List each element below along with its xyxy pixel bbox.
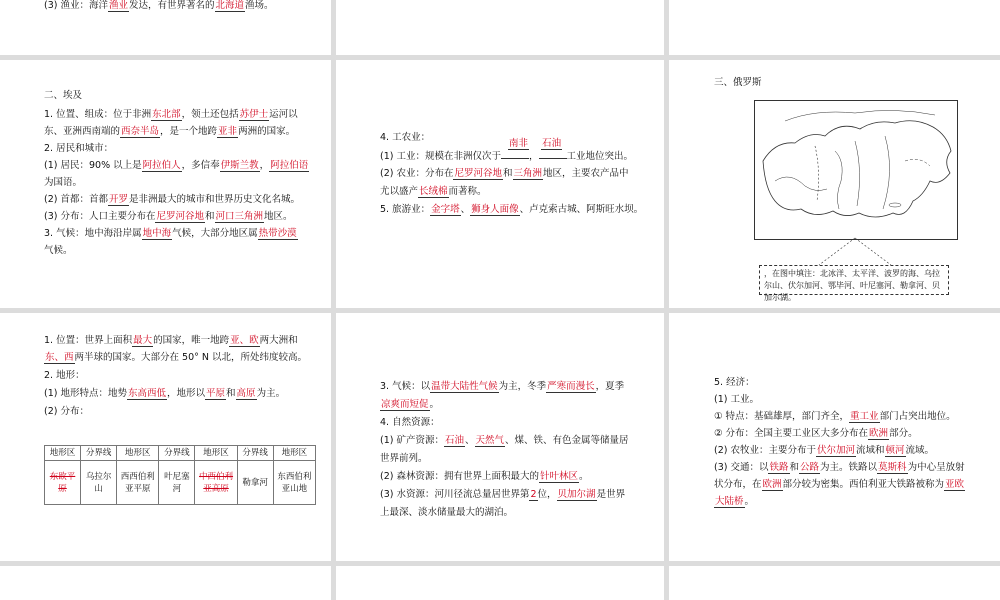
answer: 渔业	[108, 0, 128, 11]
answer: 伊斯兰教	[220, 160, 259, 171]
text: 和	[205, 211, 215, 222]
text-line: 气候。	[44, 245, 73, 256]
text: 为主。	[256, 388, 286, 399]
text-line	[714, 477, 965, 492]
answer: 莫斯科	[878, 462, 907, 473]
table-header: 地形区	[273, 446, 315, 461]
answer: 东高西低	[127, 388, 166, 399]
text: 流域。	[905, 445, 935, 456]
text: (1) 地形特点：地势	[44, 388, 127, 399]
text-line: 5. 旅游业：金字塔、狮身人面像、卢克索古城、阿斯旺水坝。	[380, 204, 644, 215]
slide-bottom-left	[0, 566, 331, 600]
answer: 阿拉伯语	[270, 160, 309, 171]
text-line	[714, 443, 934, 458]
text: ，是一个地跨	[160, 126, 218, 137]
text-line: 5. 经济：	[714, 377, 755, 388]
slide-egypt-1	[0, 60, 331, 308]
slide-bottom-middle	[336, 566, 664, 600]
text-line: (1) 工业：规模在非洲仅次于 ， 工业地位突出。	[380, 148, 633, 164]
text: 地区。	[264, 211, 293, 222]
answer: 大陆桥	[715, 496, 744, 507]
text: 1. 位置：世界上面积	[44, 335, 133, 346]
table-cell: 东西伯利亚山地	[273, 461, 315, 505]
answer: 狮身人面像	[471, 204, 519, 215]
text: (1) 居民：90% 以上是	[44, 160, 142, 171]
text: 位，	[537, 489, 557, 500]
text-line	[44, 333, 298, 348]
answer: 三角洲	[513, 168, 543, 179]
text: (3) 水资源：河川径流总量居世界第	[380, 489, 530, 500]
text: ，领土还包括	[181, 109, 239, 120]
answer: 高原	[236, 388, 256, 399]
answer: 河口三角洲	[215, 211, 264, 222]
table-cell: 乌拉尔山	[81, 461, 117, 505]
answer: 重工业	[850, 411, 879, 422]
answer: 苏伊士	[239, 109, 269, 120]
answer: 最大	[133, 335, 153, 346]
map-instruction: ，在图中填注：北冰洋、太平洋、波罗的海、乌拉尔山、伏尔加河、鄂毕河、叶尼塞河、勒拿河、贝加尔湖。	[759, 265, 949, 295]
table-cell: 东欧平原	[45, 461, 81, 505]
text: 。	[579, 471, 589, 482]
text-line: 2. 地形：	[44, 370, 85, 381]
text: 气候，大部分地区属	[172, 228, 258, 239]
table-header: 分界线	[237, 446, 273, 461]
text-line	[380, 487, 625, 502]
text: (3) 分布：人口主要分布在	[44, 211, 156, 222]
text: (1) 矿产资源：	[380, 435, 444, 446]
answer: 公路	[800, 462, 820, 473]
answer: 东、西	[45, 352, 74, 363]
table-cell: 勒拿河	[237, 461, 273, 505]
text: ，多信奉	[181, 160, 220, 171]
text: 部分。	[889, 428, 918, 439]
text: (1) 工业：规模在非洲仅次于	[380, 151, 501, 162]
answer: 顿河	[885, 445, 905, 456]
slide-russia-3	[669, 313, 1000, 561]
text-line: 世界前列。	[380, 453, 428, 464]
table-header: 分界线	[159, 446, 195, 461]
text-line	[380, 166, 629, 181]
answer: 金字塔	[431, 204, 460, 215]
text-line: 为国语。	[44, 177, 83, 188]
text-line	[714, 494, 754, 509]
text: 渔场。	[245, 0, 274, 11]
text: 部门占突出地位。	[879, 411, 956, 422]
table-cell: 叶尼塞河	[159, 461, 195, 505]
text: 5. 旅游业：	[380, 204, 431, 215]
text: 发达，有世界著名的	[129, 0, 215, 11]
text: 地区，主要农产品中	[543, 168, 629, 179]
text-line	[44, 107, 298, 122]
text: 两半球的国家。大部分在 50° N 以北，所处纬度较高。	[74, 352, 308, 363]
text: ① 特点：基础雄厚，部门齐全，	[714, 411, 850, 422]
text: 、卢克索古城、阿斯旺水坝。	[519, 204, 644, 215]
answer: 针叶林区	[539, 471, 578, 482]
answer: 贝加尔湖	[557, 489, 596, 500]
answer: 南非	[509, 138, 529, 149]
text: (2) 森林资源：拥有世界上面积最大的	[380, 471, 539, 482]
answer: 阿拉伯人	[142, 160, 181, 171]
text: 为中心呈放射	[907, 462, 965, 473]
text-line	[380, 379, 624, 394]
slide-egypt-2	[336, 60, 664, 308]
answer: 欧洲	[869, 428, 889, 439]
answer: 亚、欧	[230, 335, 259, 346]
answer: 开罗	[108, 194, 128, 205]
text-line: 4. 自然资源：	[380, 417, 440, 428]
text: (2) 农牧业：主要分布于	[714, 445, 816, 456]
answer: 平原	[206, 388, 226, 399]
landform-table	[44, 445, 316, 505]
text: ② 分布：全国主要工业区大多分布在	[714, 428, 869, 439]
slide-russia-map	[669, 60, 1000, 308]
text-line: (2) 分布：	[44, 406, 89, 417]
text: 3. 气候：以	[380, 381, 431, 392]
table-header: 地形区	[195, 446, 237, 461]
text: 3. 气候：地中海沿岸属	[44, 228, 142, 239]
table-header: 分界线	[81, 446, 117, 461]
answer: 亚欧	[945, 479, 965, 490]
answer: 北海道	[215, 0, 245, 11]
text-line: (1) 矿产资源：石油、天然气、煤、铁、有色金属等储量居	[380, 435, 629, 446]
text-line: 凉爽而短促。	[381, 399, 440, 410]
blank	[539, 148, 567, 159]
answer: 地中海	[142, 228, 172, 239]
text-line: 4. 工农业：	[380, 132, 431, 143]
text: 为主。铁路以	[820, 462, 878, 473]
table-cell: 中西伯利亚高原	[195, 461, 237, 505]
text-line	[44, 386, 285, 401]
text-line: (1) 工业。	[714, 394, 759, 405]
text: 1. 位置、组成：位于非洲	[44, 109, 152, 120]
text: 是非洲最大的城市和世界历史文化名城。	[129, 194, 301, 205]
table-header-row	[45, 446, 316, 461]
text-line	[44, 226, 298, 241]
answer: 欧洲	[762, 479, 782, 490]
text: 两大洲和	[259, 335, 298, 346]
text-line	[714, 409, 956, 424]
answer: 铁路	[769, 462, 789, 473]
text: 部分较为密集。西伯利亚大铁路被称为	[782, 479, 945, 490]
table-cell: 西西伯利亚平原	[117, 461, 159, 505]
text: 工业地位突出。	[566, 151, 634, 162]
text: 。	[744, 496, 755, 507]
text: 、煤、铁、有色金属等储量居	[505, 435, 629, 446]
text-line	[44, 192, 300, 207]
text-line	[44, 124, 295, 139]
text: ，夏季	[595, 381, 625, 392]
slide-top-right	[669, 0, 1000, 55]
slide-top-middle	[336, 0, 664, 55]
slide-russia-1	[0, 313, 331, 561]
answer: 长绒棉	[419, 186, 448, 197]
text-line	[44, 350, 307, 365]
text: 运河以	[269, 109, 298, 120]
text: 流域和	[856, 445, 885, 456]
fishery-line	[44, 0, 274, 13]
answer: 凉爽而短促	[381, 399, 429, 410]
text: 的国家，唯一地跨	[153, 335, 230, 346]
section-title: 二、埃及	[44, 90, 83, 101]
text: 和	[789, 462, 800, 473]
text-line	[714, 460, 965, 475]
table-header: 地形区	[117, 446, 159, 461]
text: (3) 渔业：海洋	[44, 0, 108, 11]
text: 两洲的国家。	[238, 126, 296, 137]
text: 是世界	[596, 489, 626, 500]
slide-russia-2	[336, 313, 664, 561]
text: 和	[503, 168, 513, 179]
answer: 天然气	[475, 435, 505, 446]
text: 尤以盛产	[380, 186, 419, 197]
answer: 石油	[542, 138, 562, 149]
text: 东、亚洲西南端的	[44, 126, 121, 137]
answer: 尼罗河谷地	[156, 211, 204, 222]
answer: 尼罗河谷地	[454, 168, 502, 179]
blank	[501, 148, 529, 159]
text: 状分布，在	[714, 479, 762, 490]
answer: 石油	[444, 435, 464, 446]
text: (2) 农业：分布在	[380, 168, 454, 179]
answer: 亚非	[218, 126, 238, 137]
text: ，地形以	[167, 388, 206, 399]
slide-bottom-right	[669, 566, 1000, 600]
section-title: 三、俄罗斯	[714, 77, 762, 88]
answer: 西奈半岛	[121, 126, 160, 137]
slide-top-left	[0, 0, 331, 55]
answer: 温带大陆性气候	[431, 381, 498, 392]
text-line	[44, 209, 293, 224]
table-row	[45, 461, 316, 505]
text: 为主，冬季	[498, 381, 547, 392]
table-header: 地形区	[45, 446, 81, 461]
text: 而著称。	[448, 186, 487, 197]
text: (2) 首都：首都	[44, 194, 108, 205]
text-line: (1) 居民：90% 以上是阿拉伯人，多信奉伊斯兰教，阿拉伯语	[44, 160, 309, 171]
answer: 2	[530, 489, 537, 500]
answer: 东北部	[152, 109, 181, 120]
answer: 严寒而漫长	[547, 381, 595, 392]
text-line	[714, 426, 918, 441]
answer: 热带沙漠	[258, 228, 297, 239]
answer: 伏尔加河	[816, 445, 855, 456]
text-line	[380, 469, 589, 484]
text-line: 上最深、淡水储量最大的湖泊。	[380, 507, 514, 518]
text: 和	[226, 388, 236, 399]
text-line: 2. 居民和城市：	[44, 143, 114, 154]
text: (3) 交通：以	[714, 462, 769, 473]
text-line	[380, 184, 487, 199]
